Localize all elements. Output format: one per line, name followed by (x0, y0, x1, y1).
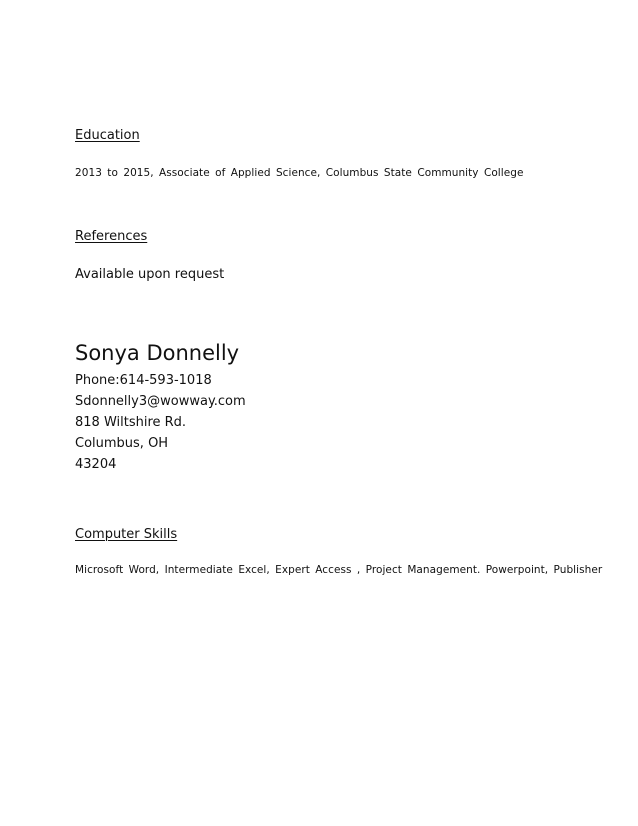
references-text: Available upon request (75, 267, 225, 282)
contact-city: Columbus, OH (75, 436, 169, 451)
contact-phone: Phone:614-593-1018 (75, 373, 212, 388)
references-heading: References (75, 229, 148, 244)
computer-skills-heading: Computer Skills (75, 527, 178, 542)
education-entry: 2013 to 2015, Associate of Applied Science, Columbus State Community College (75, 167, 524, 179)
computer-skills-text: Microsoft Word, Intermediate Excel, Expert Access , Project Management. Powerpoint, Publisher (75, 564, 603, 576)
contact-email: Sdonnelly3@wowway.com (75, 394, 246, 409)
education-heading: Education (75, 128, 140, 143)
contact-zip: 43204 (75, 457, 117, 472)
contact-name: Sonya Donnelly (75, 341, 240, 365)
contact-street: 818 Wiltshire Rd. (75, 415, 187, 430)
